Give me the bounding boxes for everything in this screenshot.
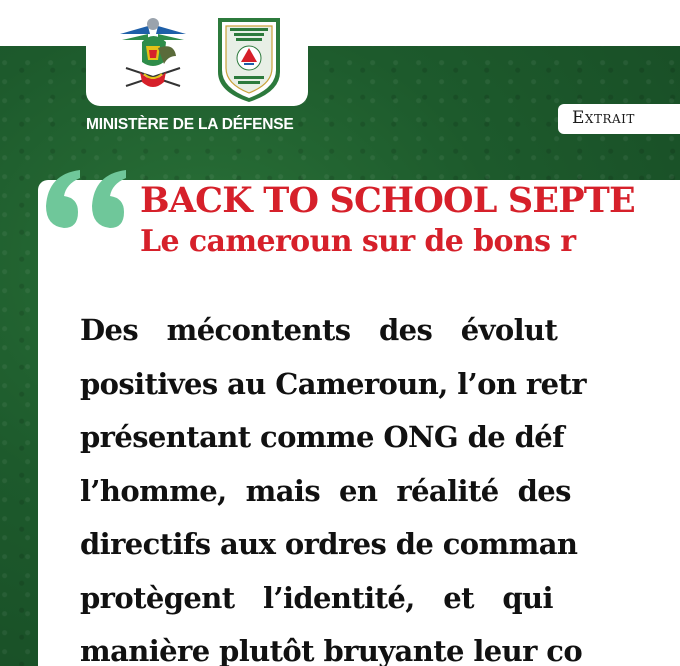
ministry-label: MINISTÈRE DE LA DÉFENSE [86,116,294,133]
article-body [80,304,680,666]
extrait-tag-label: Extrait [572,108,635,128]
quote-mark-icon [36,164,134,246]
defense-crest-icon [112,12,194,100]
body-line: l’homme, mais en réalité des [80,473,571,508]
headline [140,180,680,262]
body-line: protègent l’identité, et qui [80,580,553,615]
headline-title: BACK TO SCHOOL SEPTE [140,180,635,221]
body-line: manière plutôt bruyante leur co [80,634,583,666]
body-line: positives au Cameroun, l’on retr [80,366,586,401]
body-line: Des mécontents des évolut [80,313,558,347]
communication-division-crest-icon [214,12,284,104]
extrait-tag [558,104,680,134]
body-line: directifs aux ordres de comman [80,527,578,561]
headline-subtitle: Le cameroun sur de bons r [140,224,576,259]
body-line: présentant comme ONG de déf [80,420,565,454]
